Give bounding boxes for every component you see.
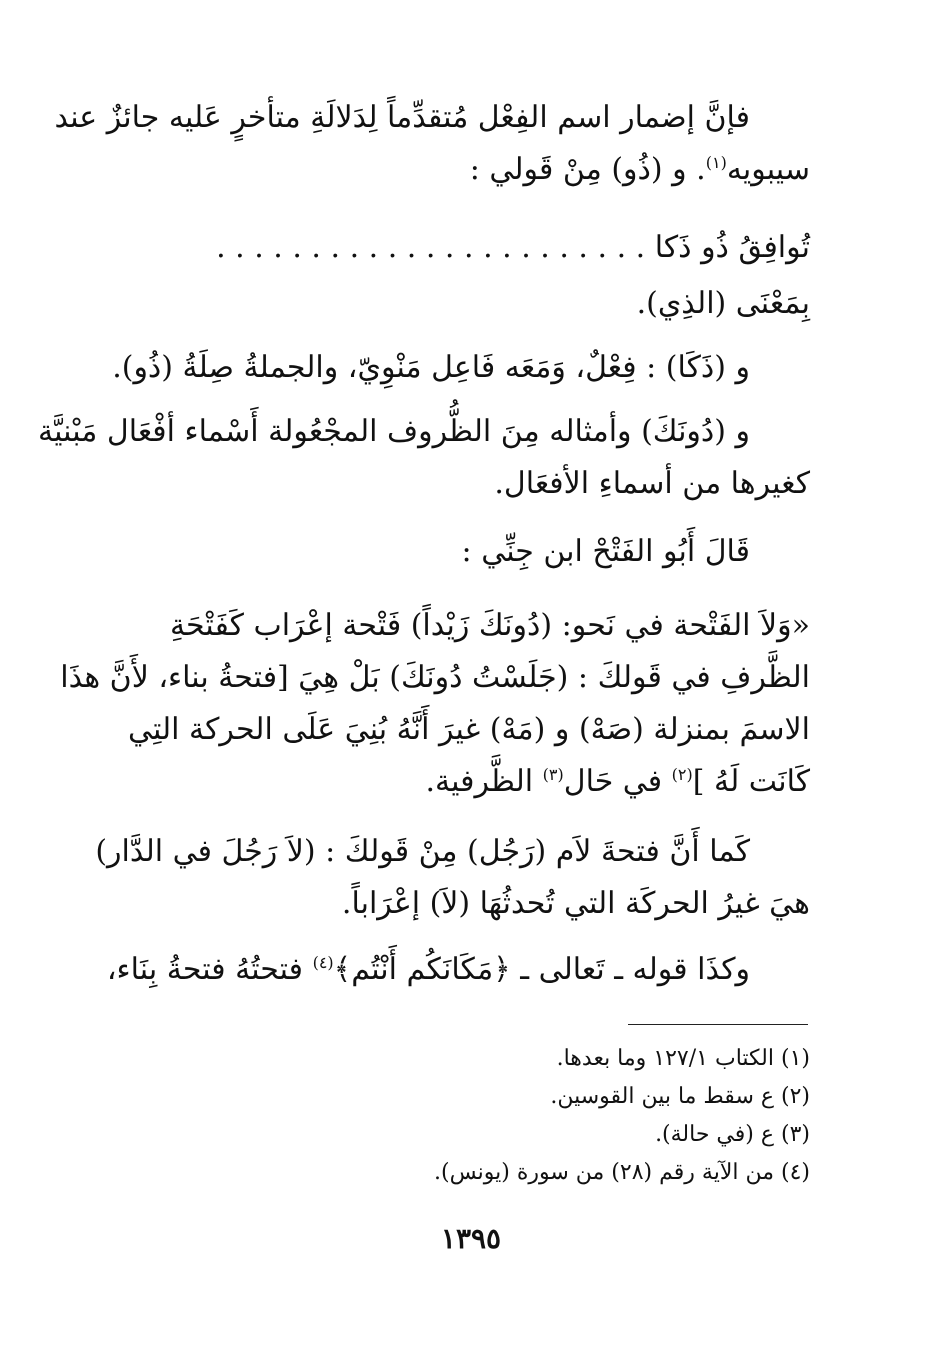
text-span: في حَال: [563, 764, 672, 799]
footnote-1: (١) الكتاب ١٢٧/١ وما بعدها.: [556, 1046, 810, 1071]
paragraph-2: [130, 278, 810, 330]
quote-line-4: [130, 756, 810, 808]
verse-line: [130, 222, 810, 274]
footnote-2: (٢) ع سقط ما بين القوسين.: [550, 1084, 810, 1109]
paragraph-4-line-2: كغيرها من أسماءِ الأفعَال.: [494, 466, 810, 501]
text-span: كَانَت لَهُ ]: [692, 764, 810, 799]
paragraph-4-line-1: و (دُونَكَ) وأمثاله مِنَ الظُّروف المجْعُولة أَسْماء أفْعَال مَبْنيَّة: [38, 414, 750, 449]
verse-text: تُوافِقُ ذُو ذَكا: [654, 230, 810, 265]
paragraph-6: [106, 944, 810, 996]
footnote-3: (٣) ع (في حالة).: [655, 1122, 810, 1147]
paragraph-5: [95, 826, 810, 930]
paragraph-6-line: [106, 944, 810, 996]
text-span: فتحتُهُ فتحةُ بِنَاء،: [106, 952, 313, 987]
main-text: [54, 92, 810, 196]
heading-line: قَالَ أَبُو الفَتْحْ ابن جِنِّي :: [461, 534, 750, 569]
verse-ellipsis: . . . . . . . . . . . . . . . . . . . . . . .: [216, 230, 646, 265]
paragraph-1-line-2: [130, 144, 810, 196]
footnotes: [130, 1040, 810, 1192]
footnote-4: (٤) من الآية رقم (٢٨) من سورة (يونس).: [434, 1160, 810, 1185]
paragraph-4: [38, 406, 810, 510]
paragraph-3-line: و (ذَكَا) : فِعْلٌ، وَمَعَه فَاعِل مَنْوِيّ، والجملةُ صِلَةُ (ذُو).: [112, 350, 750, 385]
footnote-separator: [628, 1024, 808, 1025]
page-number: ١٣٩٥: [440, 1222, 502, 1255]
verse: [130, 222, 810, 274]
footnote-ref-1: (١): [705, 153, 727, 172]
text-span: سيبويه: [726, 152, 810, 187]
paragraph-5-line-1: كَما أَنَّ فتحةَ لاَم (رَجُل) مِنْ قَولكَ : (لاَ رَجُلَ في الدَّار): [95, 834, 750, 869]
text-span: وكذَا قوله ـ تَعالى ـ ﴿مَكَانَكُم أَنْتُم﴾: [333, 952, 750, 987]
paragraph-3: [112, 342, 810, 394]
quote-line-1: «وَلاَ الفَتْحة في نَحو: (دُونَكَ زَيْداً) فَتْحة إعْرَاب كَفَتْحَةِ: [169, 608, 810, 643]
text-span: الظَّرفية.: [425, 764, 543, 799]
section-heading: [130, 526, 810, 578]
quotation: [60, 600, 810, 808]
quote-line-2: الظَّرفِ في قَولكَ : (جَلَسْتُ دُونَكَ) بَلْ هِيَ [فتحةُ بناء، لأَنَّ هذَا: [60, 660, 810, 695]
footnote-ref-4: (٤): [312, 953, 334, 972]
text-span: . و (ذُو) مِنْ قَولي :: [469, 152, 706, 187]
paragraph-5-line-2: هيَ غيرُ الحركَة التي تُحدثُهَا (لاَ) إعْرَاباً.: [341, 886, 810, 921]
paragraph-1-line-1: فإنَّ إضمار اسم الفِعْل مُتقدِّماً لِدَلالَةِ متأخرٍ عَليه جائزٌ عند: [54, 100, 750, 135]
footnote-ref-2: (٢): [671, 765, 693, 784]
footnote-ref-3: (٣): [542, 765, 564, 784]
paragraph-2-line: بِمَعْنَى (الذِي).: [636, 286, 810, 321]
quote-line-3: الاسمَ بمنزلة (صَهْ) و (مَهْ) غيرَ أَنَّهُ بُنِيَ عَلَى الحركة التِي: [127, 712, 810, 747]
